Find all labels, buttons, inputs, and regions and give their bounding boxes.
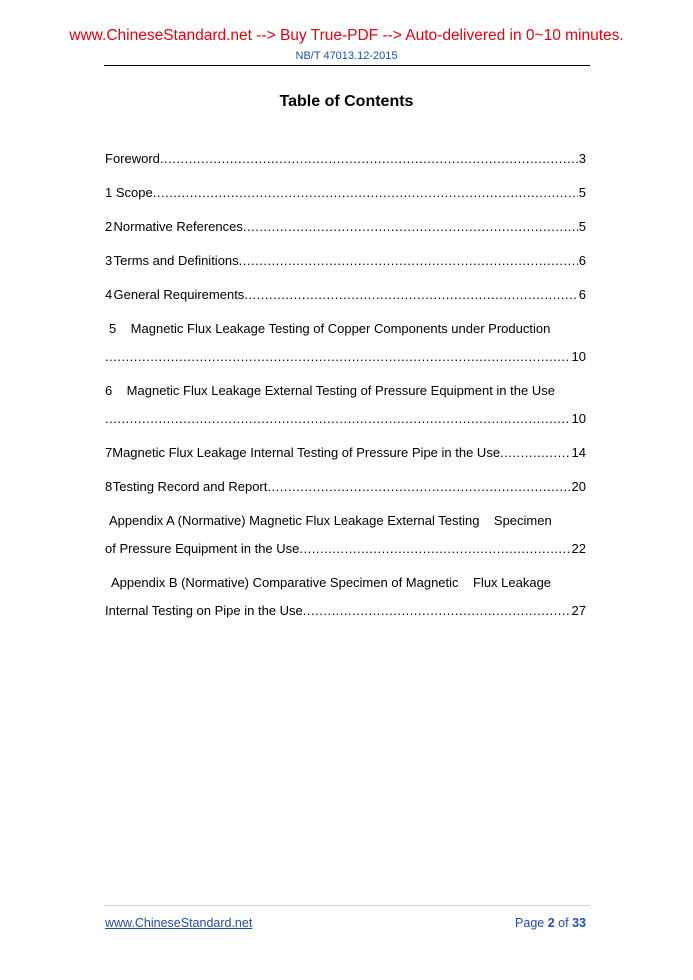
toc-entry-section-6-line1[interactable]: 6 Magnetic Flux Leakage External Testing of Pressure Equipment in the Use (105, 383, 555, 398)
toc-entry-appendix-a-line1[interactable]: Appendix A (Normative) Magnetic Flux Leakage External Testing Specimen (109, 513, 552, 528)
toc-leader (267, 479, 570, 494)
toc-leader (303, 603, 571, 618)
toc-label: Normative References (113, 219, 243, 234)
promo-banner[interactable]: www.ChineseStandard.net --> Buy True-PDF --> Auto-delivered in 0~10 minutes. (69, 27, 624, 44)
page-of: of (558, 916, 569, 930)
toc-entry-appendix-a-line2[interactable] (105, 541, 586, 559)
toc-page-number: 5 (578, 185, 586, 200)
toc-label: Foreword (105, 151, 160, 166)
page-prefix: Page (515, 916, 545, 930)
toc-leader (239, 253, 578, 268)
toc-section-number: 4 (105, 287, 113, 302)
toc-label: Terms and Definitions (113, 253, 239, 268)
toc-label: Magnetic Flux Leakage Internal Testing of Pressure Pipe in the Use (112, 445, 501, 460)
toc-leader (105, 411, 571, 426)
toc-section-number: 8 (105, 479, 113, 494)
toc-entry-foreword[interactable] (105, 151, 586, 169)
toc-leader (243, 219, 578, 234)
toc-leader (105, 349, 571, 364)
toc-entry-terms-definitions[interactable] (105, 253, 586, 271)
toc-label: Testing Record and Report (112, 479, 268, 494)
page-current: 2 (547, 916, 555, 930)
toc-page-number: 10 (571, 411, 586, 426)
toc-entry-section-7[interactable] (105, 445, 586, 463)
toc-section-number: 7 (105, 445, 113, 460)
page-indicator (515, 916, 586, 930)
toc-entry-appendix-b-line1[interactable]: Appendix B (Normative) Comparative Specimen of Magnetic Flux Leakage (111, 575, 552, 590)
toc-entry-appendix-b-line2[interactable] (105, 603, 586, 621)
page-total: 33 (572, 916, 586, 930)
toc-page-number: 20 (571, 479, 586, 494)
toc-page-number: 6 (578, 253, 586, 268)
toc-section-number: 3 (105, 253, 113, 268)
toc-entry-section-5-line1[interactable]: 5 Magnetic Flux Leakage Testing of Copper Components under Production (109, 321, 551, 336)
toc-leader (160, 151, 578, 166)
toc-label: Scope (115, 185, 153, 200)
toc-entry-general-requirements[interactable] (105, 287, 586, 305)
toc-page-number: 14 (571, 445, 586, 460)
toc-leader (299, 541, 570, 556)
toc-page-number: 5 (578, 219, 586, 234)
toc-entry-section-5-line2[interactable] (105, 349, 586, 367)
toc-entry-scope[interactable] (105, 185, 586, 203)
toc-section-number: 2 (105, 219, 113, 234)
toc-label: of Pressure Equipment in the Use (105, 541, 300, 556)
toc-page-number: 10 (571, 349, 586, 364)
footer-website-link[interactable]: www.ChineseStandard.net (105, 916, 253, 930)
toc-leader (153, 185, 578, 200)
toc-page-number: 3 (578, 151, 586, 166)
standard-number: NB/T 47013.12-2015 (295, 50, 398, 62)
toc-page-number: 27 (571, 603, 586, 618)
toc-page-number: 22 (571, 541, 586, 556)
toc-label: General Requirements (113, 287, 245, 302)
toc-entry-section-8[interactable] (105, 479, 586, 497)
toc-entry-normative-references[interactable] (105, 219, 586, 237)
toc-section-number: 1 (105, 185, 113, 200)
toc-page-number: 6 (578, 287, 586, 302)
toc-leader (500, 445, 570, 460)
toc-entry-section-6-line2[interactable] (105, 411, 586, 429)
page-title: Table of Contents (279, 93, 414, 110)
toc-leader (244, 287, 577, 302)
toc-label: Internal Testing on Pipe in the Use (105, 603, 303, 618)
footer-divider (104, 905, 590, 906)
header-divider (104, 65, 590, 66)
